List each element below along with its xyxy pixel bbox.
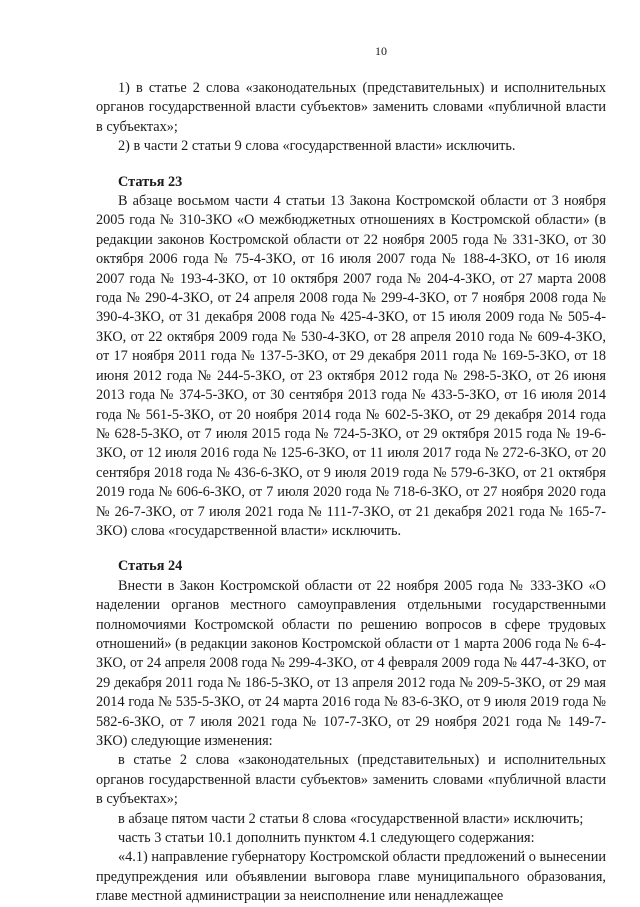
intro-paragraph-1: 1) в статье 2 слова «законодательных (представительных) и исполнительных органов государственной власти субъектов» заменить словами «публичной власти в субъектах»; <box>96 80 606 135</box>
article-24-body: Внести в Закон Костромской области от 22 ноября 2005 года № 333-ЗКО «О наделении органов местного самоуправления отдельными государственными полномочиями Костромской области по решению вопросов в сфере трудовых отношений» (в редакции законов Костромской области от 1 марта 2006 года № 6-4-ЗКО, от 24 апреля 2008 года № 299-4-ЗКО, от 4 февраля 2009 года № 447-4-ЗКО, от 29 декабря 2011 года № 186-5-ЗКО, от 13 апреля 2012 года № 209-5-ЗКО, от 29 мая 2014 года № 535-5-ЗКО, от 24 марта 2016 года № 83-6-ЗКО, от 9 июля 2019 года № 582-6-ЗКО, от 7 июля 2021 года № 107-7-ЗКО, от 29 ноября 2021 года № 149-7-ЗКО) следующие изменения: <box>96 577 606 749</box>
intro-paragraph-2: 2) в части 2 статьи 9 слова «государственной власти» исключить. <box>118 138 516 155</box>
article-24-item-4: «4.1) направление губернатору Костромской области предложений о вынесении предупреждения или объявлении выговора главе муниципального образования, главе местной администрации за неисполнение или ненадлежащее <box>96 849 606 905</box>
article-24-heading: Статья 24 <box>118 558 183 575</box>
article-23-heading: Статья 23 <box>118 173 183 190</box>
article-24-item-2: в абзаце пятом части 2 статьи 8 слова «государственной власти» исключить; <box>118 810 584 827</box>
page-number: 10 <box>375 44 387 58</box>
article-24-item-1: в статье 2 слова «законодательных (представительных) и исполнительных органов государственной власти субъектов» заменить словами «публичной власти в субъектах»; <box>96 752 606 808</box>
article-24-item-3: часть 3 статьи 10.1 дополнить пунктом 4.1 следующего содержания: <box>118 830 535 847</box>
article-23-body: В абзаце восьмом части 4 статьи 13 Закона Костромской области от 3 ноября 2005 года № 310-ЗКО «О межбюджетных отношениях в Костромской области» (в редакции законов Костромской области от 22 ноября 2005 года № 331-ЗКО, от 30 октября 2006 года № 75-4-ЗКО, от 16 июля 2007 года № 188-4-ЗКО, от 16 июля 2007 года № 193-4-ЗКО, от 10 октября 2007 года № 204-4-ЗКО, от 27 марта 2008 года № 290-4-ЗКО, от 24 апреля 2008 года № 299-4-ЗКО, от 7 ноября 2008 года № 390-4-ЗКО, от 31 декабря 2008 года № 425-4-ЗКО, от 15 июля 2009 года № 505-4-ЗКО, от 22 октября 2009 года № 530-4-ЗКО, от 28 апреля 2010 года № 609-4-ЗКО, от 17 ноября 2011 года № 137-5-ЗКО, от 29 декабря 2011 года № 169-5-ЗКО, от 18 июня 2012 года № 244-5-ЗКО, от 23 октября 2012 года № 298-5-ЗКО, от 26 июня 2013 года № 374-5-ЗКО, от 30 сентября 2013 года № 433-5-ЗКО, от 16 июля 2014 года № 561-5-ЗКО, от 20 ноября 2014 года № 602-5-ЗКО, от 29 декабря 2014 года № 628-5-ЗКО, от 7 июля 2015 года № 724-5-ЗКО, от 29 октября 2015 года № 19-6-ЗКО, от 12 июля 2016 года № 125-6-ЗКО, от 11 июля 2017 года № 272-6-ЗКО, от 20 сентября 2018 года № 436-6-ЗКО, от 9 июля 2019 года № 579-6-ЗКО, от 21 октября 2019 года № 606-6-ЗКО, от 7 июля 2020 года № 718-6-ЗКО, от 27 ноября 2020 года № 26-7-ЗКО, от 7 июля 2021 года № 111-7-ЗКО, от 21 декабря 2021 года № 165-7-ЗКО) слова «государственной власти» исключить. <box>96 193 606 539</box>
